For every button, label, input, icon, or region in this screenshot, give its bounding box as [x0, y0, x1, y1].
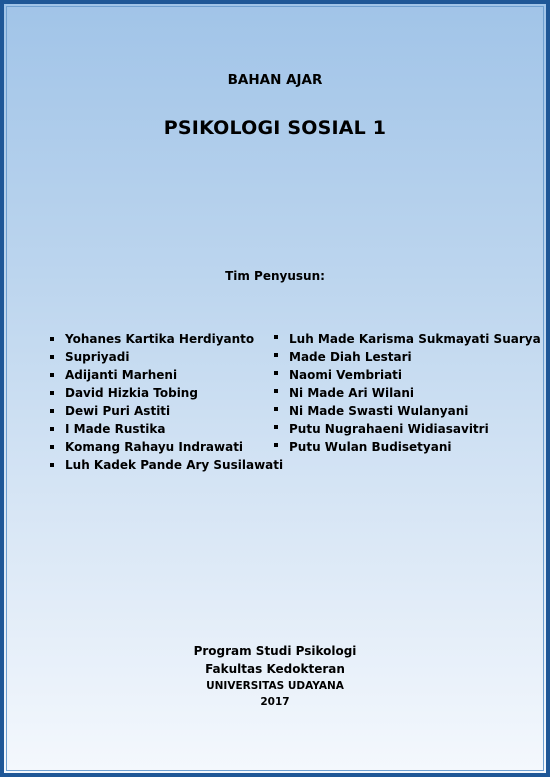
- author-item: [48, 348, 268, 366]
- author-item: [272, 384, 532, 402]
- bullet-icon: [50, 445, 54, 449]
- bullet-icon: [50, 391, 54, 395]
- author-name: Ni Made Ari Wilani: [289, 386, 414, 400]
- author-name: David Hizkia Tobing: [65, 386, 198, 400]
- author-item: [272, 438, 532, 456]
- bullet-icon: [50, 463, 54, 467]
- author-item: [48, 384, 268, 402]
- bullet-icon: [274, 353, 278, 357]
- author-list-right: [272, 330, 541, 456]
- program-name: Program Studi Psikologi: [193, 644, 357, 658]
- bullet-icon: [50, 355, 54, 359]
- bullet-icon: [274, 425, 278, 429]
- bullet-icon: [274, 335, 278, 339]
- document-title: PSIKOLOGI SOSIAL 1: [163, 117, 387, 139]
- author-name: Ni Made Swasti Wulanyani: [289, 404, 469, 418]
- author-item: [272, 348, 532, 366]
- author-item: [48, 438, 268, 456]
- author-name: Supriyadi: [65, 350, 130, 364]
- author-name: Naomi Vembriati: [289, 368, 403, 382]
- team-heading: Tim Penyusun:: [225, 269, 325, 283]
- author-name: Komang Rahayu Indrawati: [65, 440, 244, 454]
- author-name: Adijanti Marheni: [65, 368, 178, 382]
- author-name: Yohanes Kartika Herdiyanto: [65, 332, 255, 346]
- bullet-icon: [50, 427, 54, 431]
- author-name: Luh Kadek Pande Ary Susilawati: [65, 458, 284, 472]
- author-item: [272, 420, 532, 438]
- bullet-icon: [274, 389, 278, 393]
- bullet-icon: [50, 409, 54, 413]
- author-item: [48, 420, 268, 438]
- author-item: [272, 366, 532, 384]
- author-name: Made Diah Lestari: [289, 350, 412, 364]
- author-item: [48, 330, 268, 348]
- bullet-icon: [50, 337, 54, 341]
- faculty-name: Fakultas Kedokteran: [205, 662, 345, 676]
- author-name: Putu Nugrahaeni Widiasavitri: [289, 422, 489, 436]
- bullet-icon: [274, 407, 278, 411]
- document-type-label: BAHAN AJAR: [227, 72, 323, 88]
- bullet-icon: [274, 371, 278, 375]
- bullet-icon: [50, 373, 54, 377]
- author-item: [272, 402, 532, 420]
- author-item: [48, 366, 268, 384]
- author-list-left: [48, 330, 284, 474]
- author-item: [272, 330, 541, 348]
- author-name: I Made Rustika: [65, 422, 166, 436]
- university-name: UNIVERSITAS UDAYANA: [206, 680, 344, 692]
- author-name: Putu Wulan Budisetyani: [289, 440, 452, 454]
- author-item: [48, 402, 268, 420]
- author-name: Luh Made Karisma Sukmayati Suarya: [289, 332, 541, 346]
- author-name: Dewi Puri Astiti: [65, 404, 171, 418]
- author-item: [48, 456, 284, 474]
- publication-year: 2017: [260, 696, 290, 708]
- bullet-icon: [274, 443, 278, 447]
